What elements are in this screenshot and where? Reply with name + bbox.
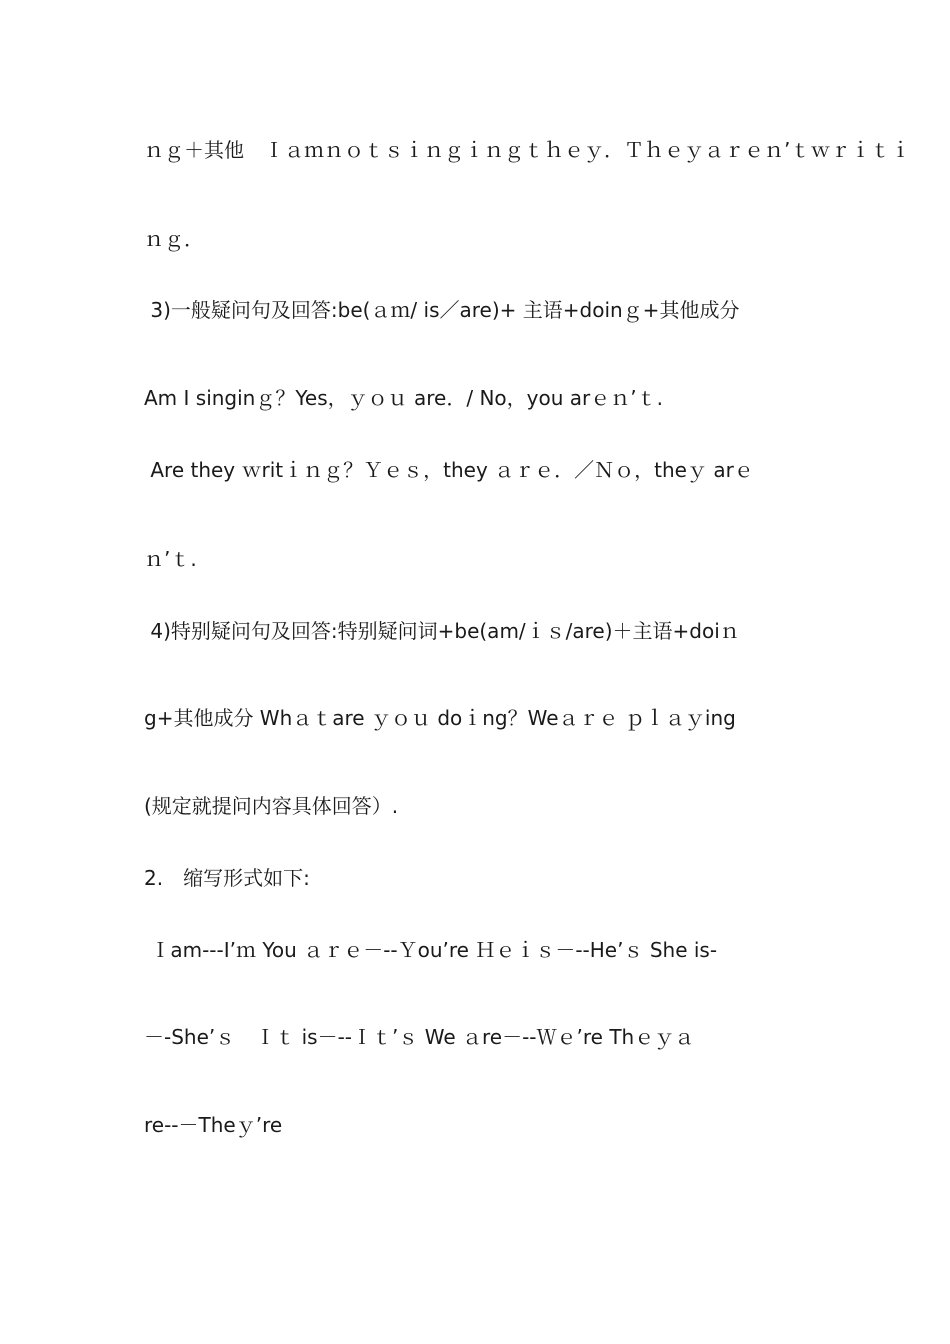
text-line-10: 2. 缩写形式如下: — [144, 866, 310, 890]
text-line-9: (规定就提问内容具体回答）. — [144, 794, 399, 818]
text-line-8: g+其他成分 Whａｔare ｙｏｕ doｉng？Weａｒｅ ｐｌａｙing — [144, 706, 736, 730]
text-line-3: 3)一般疑问句及回答:be(ａｍ/ is／are)+ 主语+doinｇ+其他成分 — [144, 298, 740, 322]
text-line-6: ｎ’ｔ. — [144, 547, 197, 571]
text-line-11: Ｉam---I’ｍ You ａｒｅ－--Ｙou’re Ｈｅｉｓ－--He’ｓ She is- — [144, 938, 718, 962]
text-line-13: re--－Theｙ’re — [144, 1113, 283, 1137]
text-line-2: ｎｇ． — [144, 227, 204, 251]
text-line-4: Am I singinｇ？Yes，ｙｏｕ are．/ No，you arｅｎ’ｔ. — [144, 386, 663, 410]
text-line-12: －-She’ｓ Ｉｔ is－--Ｉｔ’ｓ We ａre－--Ｗｅ’re Thｅｙａ — [144, 1025, 695, 1049]
text-line-5: Are they ｗritｉｎｇ？Ｙｅｓ，they ａｒｅ．／Ｎｏ，theｙ arｅ — [144, 458, 754, 482]
text-line-1: ｎｇ＋其他 Ｉａｍｎｏｔｓｉｎｇｉｎｇｔｈｅｙ．Ｔｈｅｙａｒｅｎ’ｔｗｒｉｔｉ — [144, 138, 911, 162]
text-line-7: 4)特别疑问句及回答:特别疑问词+be(am/ｉｓ/are)＋主语+doiｎ — [144, 619, 740, 643]
